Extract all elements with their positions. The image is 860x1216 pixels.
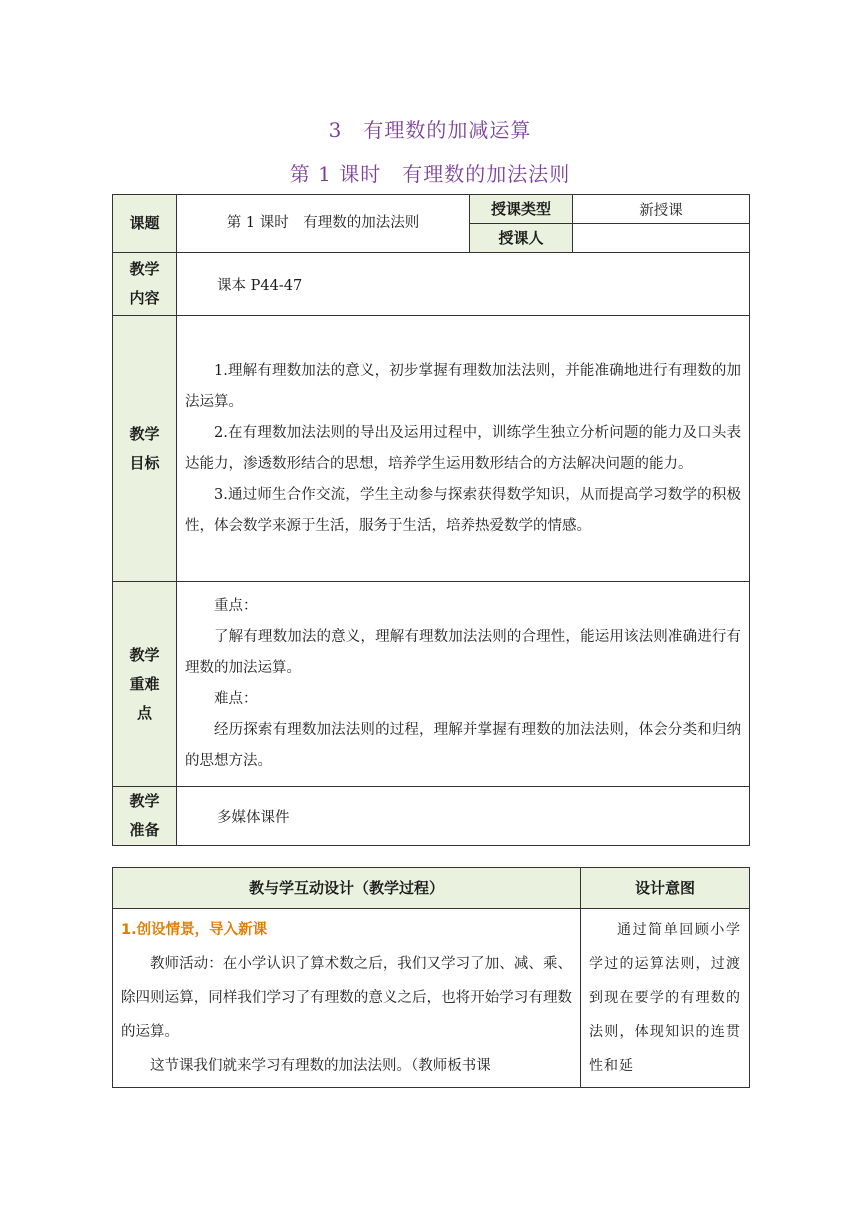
content-value: 课本 P44-47 (177, 253, 750, 316)
process-paragraph: 教师活动：在小学认识了算术数之后，我们又学习了加、减、乘、除四则运算，同样我们学习了有理数的意义之后，也将开始学习有理数的运算。 (121, 956, 572, 1040)
page-subtitle: 第 1 课时 有理数的加法法则 (289, 162, 571, 186)
goal-item: 3.通过师生合作交流，学生主动参与探索获得数学知识，从而提高学习数学的积极性，体会数学来源于生活，服务于生活，培养热爱数学的情感。 (185, 486, 741, 534)
page-title: 3 有理数的加减运算 (328, 118, 532, 142)
goals-label (113, 316, 177, 582)
intent-cell (581, 909, 750, 1088)
teacher-value (573, 224, 750, 253)
goals-label-text: 教学目标 (129, 424, 160, 472)
process-paragraph: 这节课我们就来学习有理数的加法法则。（教师板书课 (150, 1058, 491, 1074)
intent-header: 设计意图 (581, 868, 750, 909)
goal-item: 2.在有理数加法法则的导出及运用过程中，训练学生独立分析问题的能力及口头表达能力，渗透数形结合的思想，培养学生运用数形结合的方法解决问题的能力。 (185, 424, 741, 472)
section-title: 1.创设情景，导入新课 (121, 922, 268, 938)
process-header: 教与学互动设计（教学过程） (113, 868, 581, 909)
lesson-type-label: 授课类型 (470, 195, 573, 224)
process-cell (113, 909, 581, 1088)
key-difficulty-cell (177, 582, 750, 787)
key-text: 了解有理数加法的意义，理解有理数加法法则的合理性，能运用该法则准确进行有理数的加法运算。 (185, 629, 741, 676)
key-difficulty-label (113, 582, 177, 787)
key-heading: 重点： (214, 598, 258, 614)
key-difficulty-label-text: 教学重难点 (129, 645, 160, 722)
difficulty-heading: 难点： (214, 691, 258, 707)
difficulty-text: 经历探索有理数加法法则的过程，理解并掌握有理数的加法法则，体会分类和归纳的思想方法。 (185, 722, 741, 769)
teaching-process-table (112, 867, 750, 1088)
teacher-label: 授课人 (470, 224, 573, 253)
content-label (113, 253, 177, 316)
topic-label: 课题 (113, 195, 177, 253)
intent-text: 通过简单回顾小学学过的运算法则，过渡到现在要学的有理数的法则，体现知识的连贯性和延 (589, 922, 741, 1074)
goal-item: 1.理解有理数加法的意义，初步掌握有理数加法法则，并能准确地进行有理数的加法运算。 (185, 362, 741, 410)
lesson-info-table (112, 194, 750, 846)
lesson-type-value: 新授课 (573, 195, 750, 224)
topic-value: 第 1 课时 有理数的加法法则 (177, 195, 470, 253)
content-label-text: 教学内容 (129, 260, 160, 307)
goals-cell (177, 316, 750, 582)
prep-value: 多媒体课件 (177, 787, 750, 846)
prep-label (113, 787, 177, 846)
prep-label-text: 教学准备 (129, 792, 160, 839)
